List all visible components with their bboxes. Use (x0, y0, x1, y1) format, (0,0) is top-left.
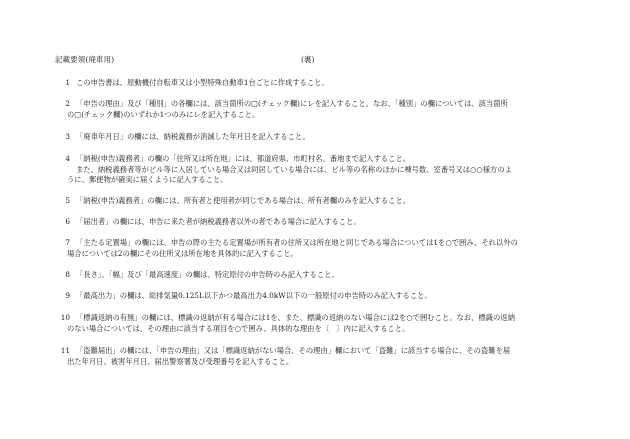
instruction-line: 「納税(申告)義務者」の欄には、所有者と使用者が同じである場合は、所有者欄のみを記入すること。 (76, 196, 411, 205)
instruction-line: 出た年月日、被害年月日、届出警察署及び受理番号を記入すること。 (67, 356, 294, 366)
instruction-number: 8 (65, 270, 70, 279)
instruction-text (67, 313, 588, 334)
instruction-text (76, 78, 588, 89)
instruction-line: 場合については2の欄にその住所又は所在地を具体的に記入すること。 (67, 248, 298, 258)
instruction-line: 「盗難届出」の欄には、「申告の理由」又は「標識返納がない場合、その理由」欄において「盗難」に該当する場合に、その盗難を届 (76, 346, 511, 355)
instruction-text (67, 99, 588, 120)
instruction-number: 5 (65, 196, 70, 205)
instruction-line: 「届出者」の欄には、申告に来た者が納税義務者以外の者である場合に記入すること。 (76, 217, 361, 226)
instruction-text (76, 217, 588, 228)
instruction-number: 1 (65, 78, 70, 87)
instruction-text (76, 270, 588, 281)
instruction-text (76, 132, 588, 143)
instruction-line: また、納税義務者等がビル等に入居している場合又は同居している場合には、ビル等の名称のほかに棟号数、室番号又は○○様方のよ (76, 164, 512, 174)
instruction-number: 4 (65, 154, 70, 163)
instruction-text (67, 238, 588, 259)
instruction-text (76, 291, 588, 302)
instruction-text (67, 346, 588, 367)
instruction-text (76, 196, 588, 207)
instruction-line: 「廃車年月日」の欄には、納税義務が消滅した年月日を記入すること。 (76, 132, 310, 141)
instruction-number: 3 (65, 132, 70, 141)
instruction-number: 10 (60, 313, 70, 322)
instruction-line: 「主たる定置場」の欄には、申告の際の主たる定置場が所有者の住所又は所在地と同じである場合については1を○で囲み、それ以外の (76, 238, 518, 247)
instruction-line: 「長さ」、「幅」及び「最高速度」の欄は、特定原付の申告時のみ記入すること。 (76, 270, 339, 279)
document-header (55, 53, 575, 67)
instruction-line: の□(チェック欄)のいずれか1つのみにレを記入すること。 (67, 109, 260, 119)
instruction-number: 9 (65, 291, 70, 300)
instruction-line: 「納税(申告)義務者」の欄の「住所又は所在地」には、都道府県、市町村名、番地まで記入すること。 (76, 154, 411, 163)
instruction-line: 「最高出力」の欄は、総排気量0.125L以下かつ最高出力4.0kW以下の一般原付の申告時のみ記入すること。 (76, 291, 432, 300)
instruction-number: 11 (60, 346, 70, 355)
instruction-line: のない場合については、その理由に該当する項目を○で囲み、具体的な理由を〔 〕内に記入すること。 (67, 323, 410, 333)
instruction-line: この申告書は、原動機付自転車又は小型特殊自動車1台ごとに作成すること。 (76, 78, 329, 87)
instruction-line: うに、郵便物が確実に届くように記入すること。 (67, 175, 228, 184)
instruction-number: 7 (65, 238, 70, 247)
page-side-label: (裏) (301, 55, 315, 64)
instruction-text (67, 154, 588, 186)
instruction-line: 「標識返納の有無」の欄には、標識の返納が有る場合には1を、また、標識の返納のない場合には2を○で囲むこと。なお、標識の返納 (76, 313, 515, 322)
instruction-number: 2 (65, 99, 70, 108)
instruction-number: 6 (65, 217, 70, 226)
instruction-line: 「申告の理由」及び「種別」の各欄には、該当箇所の□(チェック欄)にレを記入すること。なお、「種別」の欄については、該当箇所 (76, 99, 508, 108)
document-title: 記載要領(廃車用) (55, 55, 115, 64)
